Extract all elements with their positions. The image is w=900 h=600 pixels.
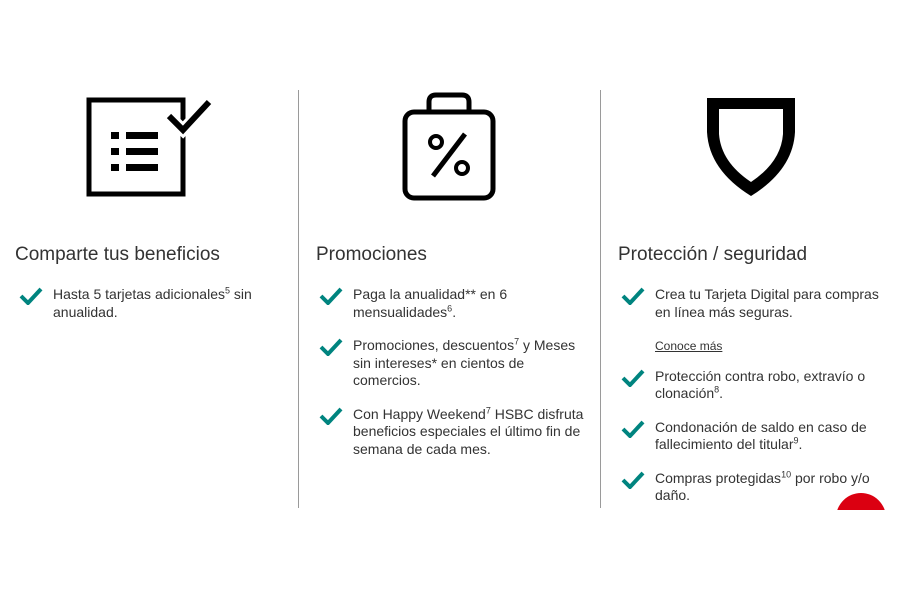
benefit-text-end: sin anualidad. (53, 286, 252, 320)
benefit-column-promotions (299, 0, 600, 510)
benefit-text: Crea tu Tarjeta Digital para compras en línea más seguras. (655, 286, 879, 320)
list-item (319, 337, 589, 390)
benefit-list (319, 286, 589, 474)
check-icon (319, 287, 343, 305)
list-item (621, 419, 891, 454)
check-icon (621, 287, 645, 305)
benefit-text: Paga la anualidad** en 6 mensualidades (353, 286, 508, 320)
benefit-text: Compras protegidas (655, 469, 782, 486)
footnote-ref: 9 (793, 435, 799, 446)
learn-more-link[interactable]: Conoce más (655, 339, 723, 353)
check-icon (19, 287, 43, 305)
benefit-text: Protección contra robo, extravío o clonación (655, 367, 866, 401)
benefit-text-end: por robo y/o daño. (655, 469, 870, 503)
check-icon (621, 420, 645, 438)
check-icon (621, 369, 645, 387)
shield-icon (701, 90, 801, 202)
list-item (621, 368, 891, 403)
list-item (319, 286, 589, 321)
check-icon (319, 407, 343, 425)
footnote-ref: 10 (781, 468, 792, 479)
chat-button[interactable] (836, 493, 886, 510)
benefit-text-end: HSBC disfruta beneficios especiales el último fin de semana de cada mes. (353, 405, 584, 457)
benefit-text-end: . (798, 436, 803, 452)
benefit-list (19, 286, 289, 337)
footnote-ref: 8 (714, 384, 720, 395)
check-icon (621, 471, 645, 489)
benefit-text: Hasta 5 tarjetas adicionales (53, 286, 225, 302)
check-icon (319, 338, 343, 356)
benefit-text: Promociones, descuentos (353, 337, 515, 353)
benefit-text-end: y Meses sin intereses* en cientos de comercios. (353, 337, 576, 388)
list-item (19, 286, 289, 321)
checklist-icon (85, 90, 215, 202)
benefit-column-share (0, 0, 298, 510)
list-item (621, 286, 891, 356)
benefit-column-security (601, 0, 900, 510)
footnote-ref: 5 (225, 285, 231, 296)
column-title: Promociones (316, 244, 427, 265)
footnote-ref: 7 (514, 336, 520, 347)
footnote-ref: 6 (447, 302, 453, 313)
column-title: Comparte tus beneficios (15, 244, 220, 265)
column-title: Protección / seguridad (618, 244, 808, 265)
benefit-list (621, 286, 891, 521)
list-item (319, 406, 589, 459)
footnote-ref: 7 (485, 404, 491, 415)
benefit-text-end: . (719, 385, 724, 401)
benefit-text: Condonación de saldo en caso de fallecimiento del titular (655, 418, 867, 452)
benefit-text-end: . (452, 303, 457, 320)
benefit-text: Con Happy Weekend (353, 405, 486, 422)
percent-bag-icon (399, 90, 499, 202)
